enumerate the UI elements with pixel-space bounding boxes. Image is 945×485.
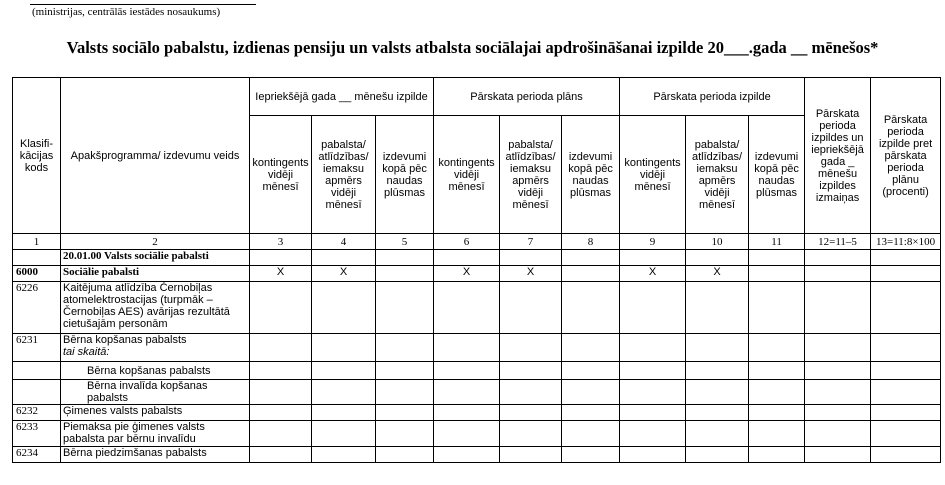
row-cell [500, 334, 562, 362]
row-name-text: Bērna invalīda kopšanas pabalsts [87, 380, 208, 404]
row-cell [871, 334, 941, 362]
row-cell [686, 362, 749, 380]
row-cell [376, 380, 434, 405]
row-cell [749, 334, 805, 362]
row-name-text: Bērna kopšanas pabalsts [63, 334, 187, 346]
header-code: Klasifi-kācijas kods [13, 78, 61, 234]
row-cell [376, 334, 434, 362]
row-cell [562, 380, 620, 405]
row-cell [686, 334, 749, 362]
row-cell [871, 266, 941, 282]
row-cell [250, 405, 312, 421]
row-cell [871, 447, 941, 463]
row-code [13, 250, 61, 266]
row-cell [312, 282, 376, 334]
header-prev-amount: pabalsta/ atlīdzības/ iemaksu apmērs vidēji mēnesī [312, 116, 376, 234]
row-cell [749, 266, 805, 282]
row-cell [376, 447, 434, 463]
row-cell [500, 447, 562, 463]
row-cell [434, 380, 500, 405]
row-note: tai skaitā: [63, 346, 110, 358]
row-cell [620, 362, 686, 380]
table-row [13, 362, 941, 380]
row-cell [749, 421, 805, 447]
column-number: 5 [376, 234, 434, 250]
row-cell [250, 250, 312, 266]
column-number: 11 [749, 234, 805, 250]
row-name-text: 20.01.00 Valsts sociālie pabalsti [63, 250, 209, 262]
header-group-plan: Pārskata perioda plāns [434, 78, 620, 116]
row-cell [686, 380, 749, 405]
row-name [61, 266, 250, 282]
row-cell [250, 447, 312, 463]
row-name-text: Ģimenes valsts pabalsts [63, 405, 183, 417]
table-row [13, 421, 941, 447]
table-row [13, 282, 941, 334]
row-cell [620, 405, 686, 421]
signature-line [30, 4, 256, 5]
row-name [61, 250, 250, 266]
row-code: 6234 [13, 447, 61, 463]
row-cell [312, 405, 376, 421]
header-plan-cash: izdevumi kopā pēc naudas plūsmas [562, 116, 620, 234]
row-name [61, 447, 250, 463]
header-group-exec: Pārskata perioda izpilde [620, 78, 805, 116]
row-cell [250, 380, 312, 405]
row-cell [871, 250, 941, 266]
row-name [61, 405, 250, 421]
row-cell [500, 405, 562, 421]
row-cell [312, 447, 376, 463]
row-cell [500, 421, 562, 447]
row-cell [805, 380, 871, 405]
row-cell [562, 250, 620, 266]
row-cell [376, 282, 434, 334]
row-name [61, 282, 250, 334]
row-name [61, 362, 250, 380]
row-cell [434, 362, 500, 380]
row-cell [434, 250, 500, 266]
row-cell [686, 250, 749, 266]
row-code: 6233 [13, 421, 61, 447]
row-cell [250, 334, 312, 362]
row-cell [434, 334, 500, 362]
row-cell [376, 250, 434, 266]
row-cell [312, 421, 376, 447]
header-prev-contingent: kontingents vidēji mēnesī [250, 116, 312, 234]
row-cell [805, 405, 871, 421]
row-name [61, 380, 250, 405]
header-plan-contingent: kontingents vidēji mēnesī [434, 116, 500, 234]
report-table [12, 77, 941, 463]
row-cell [500, 380, 562, 405]
row-code [13, 380, 61, 405]
row-cell [620, 380, 686, 405]
header-group-prev: Iepriekšējā gada __ mēnešu izpilde [250, 78, 434, 116]
row-name-text: Bērna piedzimšanas pabalsts [63, 447, 207, 459]
row-cell [562, 421, 620, 447]
row-cell [434, 282, 500, 334]
header-exec-cash: izdevumi kopā pēc naudas plūsmas [749, 116, 805, 234]
table-row [13, 334, 941, 362]
row-cell [376, 266, 434, 282]
row-cell: X [434, 266, 500, 282]
row-cell [250, 362, 312, 380]
row-cell [805, 282, 871, 334]
header-prev-cash: izdevumi kopā pēc naudas plūsmas [376, 116, 434, 234]
column-number: 4 [312, 234, 376, 250]
table-row [13, 250, 941, 266]
table-row [13, 447, 941, 463]
header-plan-amount: pabalsta/ atlīdzības/ iemaksu apmērs vidēji mēnesī [500, 116, 562, 234]
column-number: 9 [620, 234, 686, 250]
row-cell [620, 282, 686, 334]
row-cell [805, 447, 871, 463]
ministry-caption: (ministrijas, centrālās iestādes nosaukums) [32, 6, 221, 18]
row-cell: X [250, 266, 312, 282]
row-code: 6226 [13, 282, 61, 334]
row-name-text: Sociālie pabalsti [63, 266, 140, 278]
row-cell [871, 380, 941, 405]
row-code: 6231 [13, 334, 61, 362]
row-cell [312, 250, 376, 266]
row-cell: X [312, 266, 376, 282]
row-cell [312, 362, 376, 380]
row-cell [250, 421, 312, 447]
row-cell [749, 405, 805, 421]
column-number: 1 [13, 234, 61, 250]
row-name-text: Bērna kopšanas pabalsts [87, 364, 211, 377]
row-cell [562, 282, 620, 334]
row-cell [686, 282, 749, 334]
table-row [13, 405, 941, 421]
row-cell [749, 282, 805, 334]
table-row [13, 266, 941, 282]
column-number: 3 [250, 234, 312, 250]
column-number: 10 [686, 234, 749, 250]
row-cell [871, 362, 941, 380]
header-change: Pārskata perioda izpildes un iepriekšējā gada _ mēnešu izpildes izmaiņas [805, 78, 871, 234]
row-cell [805, 362, 871, 380]
row-name [61, 421, 250, 447]
page-title: Valsts sociālo pabalstu, izdienas pensiju un valsts atbalsta sociālajai apdrošināšanai izpilde 20___.gada __ mēnešos* [66, 38, 879, 57]
row-cell [376, 362, 434, 380]
row-cell [805, 266, 871, 282]
row-cell [376, 405, 434, 421]
row-name [61, 334, 250, 362]
row-cell [620, 447, 686, 463]
row-cell [376, 421, 434, 447]
row-cell [805, 421, 871, 447]
column-number-row [13, 234, 941, 250]
row-cell [620, 421, 686, 447]
row-cell [805, 334, 871, 362]
row-cell [434, 447, 500, 463]
row-cell [749, 250, 805, 266]
row-cell [620, 334, 686, 362]
row-cell [434, 405, 500, 421]
header-percent: Pārskata perioda izpilde pret pārskata perioda plānu (procenti) [871, 78, 941, 234]
row-cell [562, 334, 620, 362]
row-cell: X [500, 266, 562, 282]
row-cell: X [686, 266, 749, 282]
row-code: 6232 [13, 405, 61, 421]
row-cell [686, 405, 749, 421]
column-number: 12=11–5 [805, 234, 871, 250]
row-cell [312, 380, 376, 405]
row-cell: X [620, 266, 686, 282]
row-cell [562, 447, 620, 463]
row-cell [434, 421, 500, 447]
row-cell [250, 282, 312, 334]
column-number: 8 [562, 234, 620, 250]
row-cell [871, 421, 941, 447]
row-cell [312, 334, 376, 362]
header-program: Apakšprogramma/ izdevumu veids [61, 78, 250, 234]
row-cell [749, 362, 805, 380]
row-cell [871, 282, 941, 334]
row-cell [749, 380, 805, 405]
column-number: 7 [500, 234, 562, 250]
row-cell [562, 405, 620, 421]
row-cell [805, 250, 871, 266]
row-cell [749, 447, 805, 463]
column-number: 13=11:8×100 [871, 234, 941, 250]
row-cell [686, 421, 749, 447]
column-number: 2 [61, 234, 250, 250]
row-cell [500, 250, 562, 266]
row-cell [562, 362, 620, 380]
row-code: 6000 [13, 266, 61, 282]
row-cell [686, 447, 749, 463]
row-cell [500, 362, 562, 380]
header-exec-contingent: kontingents vidēji mēnesī [620, 116, 686, 234]
row-name-text: Piemaksa pie ģimenes valsts pabalsta par bērnu invalīdu [63, 421, 205, 445]
row-cell [500, 282, 562, 334]
row-code [13, 362, 61, 380]
table-row [13, 380, 941, 405]
row-cell [871, 405, 941, 421]
column-number: 6 [434, 234, 500, 250]
row-cell [562, 266, 620, 282]
row-cell [620, 250, 686, 266]
header-exec-amount: pabalsta/ atlīdzības/ iemaksu apmērs vidēji mēnesī [686, 116, 749, 234]
row-name-text: Kaitējuma atlīdzība Černobiļas atomelektrostacijas (turpmāk – Černobiļas AES) avārijas rezultātā cietušajām personām [63, 282, 230, 330]
